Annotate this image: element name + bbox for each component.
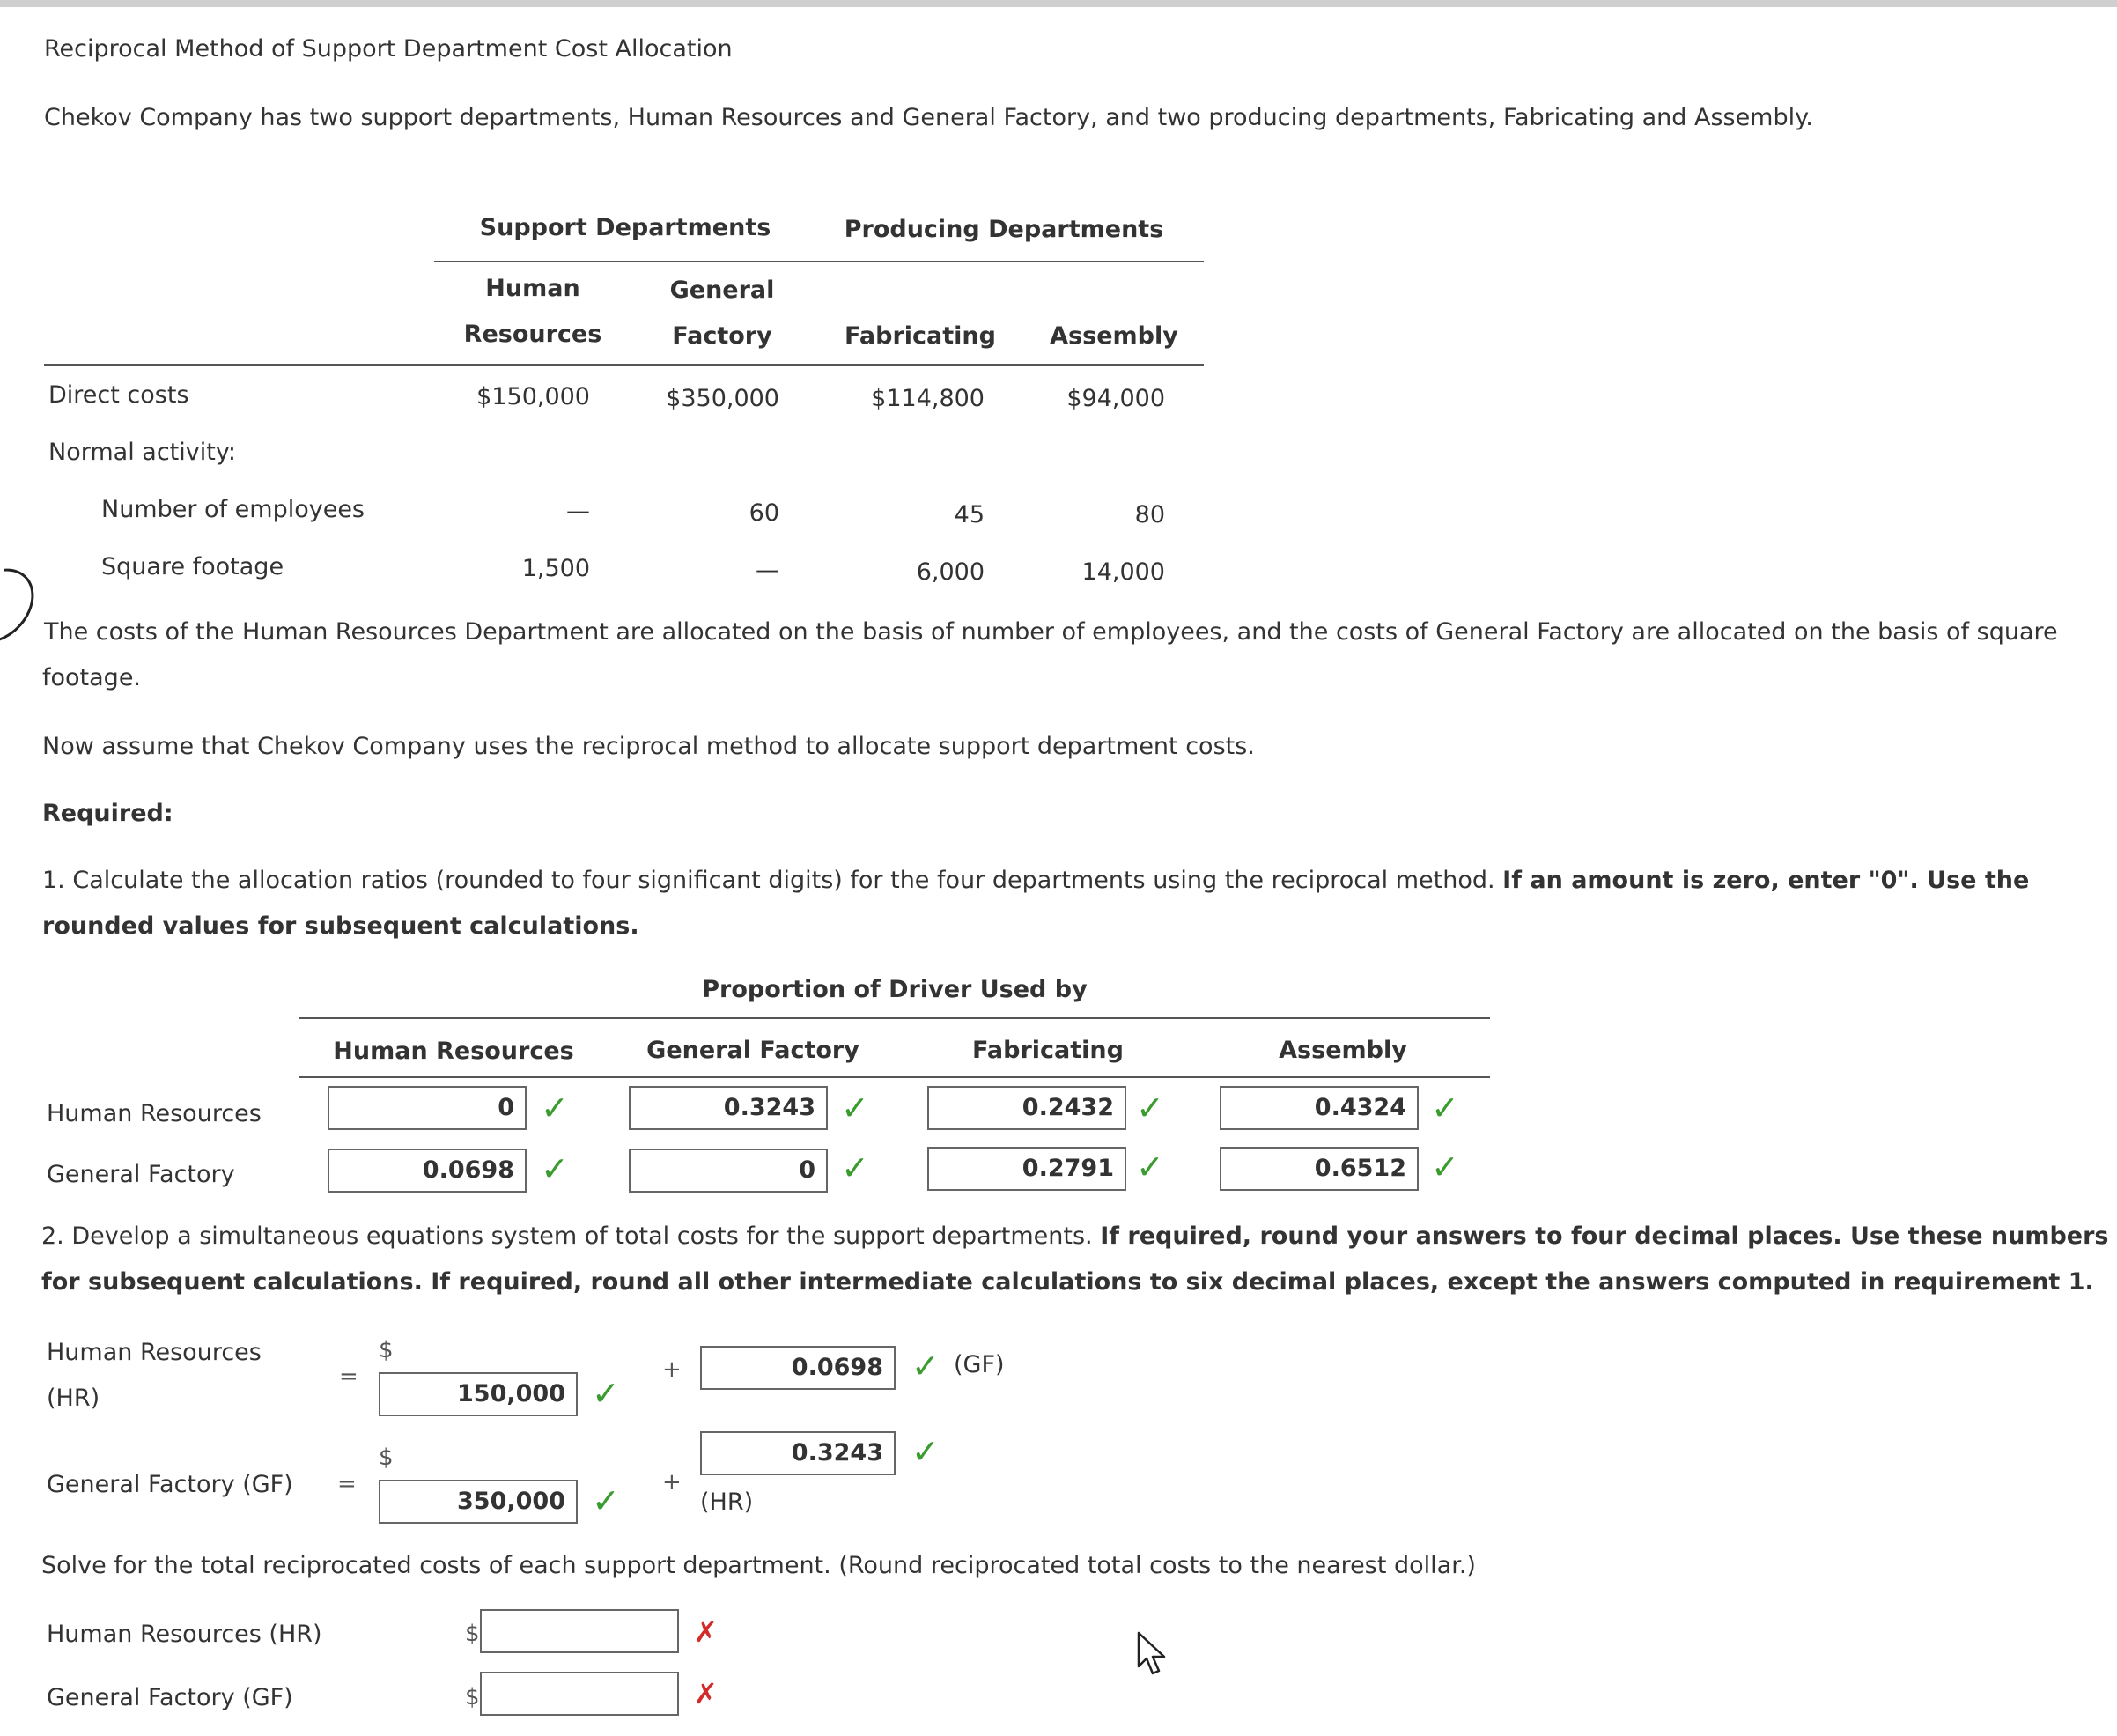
sqft-fab: 6,000	[916, 558, 985, 586]
req2-text-bold: If required, round your answers to four decimal places. Use these numbers	[1100, 1223, 2109, 1250]
eq-gf-dollar: $	[379, 1444, 394, 1471]
req2-text-line2: for subsequent calculations. If required, round all other intermediate calculations to six decimal places, except the answers computed in requirement 1.	[41, 1268, 2094, 1296]
ratio-gf-fab-input[interactable]: 0.2791	[927, 1147, 1126, 1191]
check-icon: ✓	[1136, 1148, 1164, 1186]
ratio-hr-hr-input[interactable]: 0	[328, 1086, 527, 1130]
req1-text-bold: If an amount is zero, enter "0". Use the	[1502, 867, 2030, 894]
check-icon: ✓	[541, 1149, 569, 1188]
basis-text-line1: The costs of the Human Resources Department are allocated on the basis of number of employees, and the costs of General Factory are allocated on the basis of square	[44, 618, 2058, 646]
col-hr-line1: Human	[485, 275, 580, 302]
req1-text-normal: 1. Calculate the allocation ratios (rounded to four significant digits) for the four departments using the reciprocal method.	[42, 867, 1495, 894]
eq-hr-coefficient-input[interactable]: 0.0698	[700, 1346, 896, 1390]
decorative-arc	[0, 554, 48, 659]
group-header-rule	[434, 261, 1204, 262]
employees-gf: 60	[749, 499, 779, 527]
req1-text-line1	[42, 867, 2029, 894]
direct-costs-hr: $150,000	[476, 383, 590, 410]
req1-text-line2: rounded values for subsequent calculations.	[42, 912, 639, 940]
eq-hr-label-line2: (HR)	[47, 1385, 100, 1412]
mouse-pointer-icon	[1136, 1631, 1171, 1677]
solve-gf-input[interactable]	[480, 1672, 679, 1716]
employees-fab: 45	[954, 501, 985, 528]
check-icon: ✓	[541, 1089, 569, 1127]
eq-hr-label-line1: Human Resources	[47, 1339, 262, 1366]
check-icon: ✓	[592, 1374, 620, 1413]
employees-hr: —	[566, 498, 590, 525]
check-icon: ✓	[1136, 1089, 1164, 1127]
col-hr-line2: Resources	[463, 321, 602, 348]
eq-gf-equals: =	[337, 1471, 357, 1497]
solve-hr-label: Human Resources (HR)	[47, 1621, 322, 1648]
solve-hr-input[interactable]	[480, 1609, 679, 1653]
direct-costs-fab: $114,800	[871, 385, 985, 412]
check-icon: ✓	[911, 1347, 940, 1385]
eq-hr-variable: (GF)	[954, 1351, 1005, 1378]
group-header-producing: Producing Departments	[844, 216, 1164, 243]
ratio-hr-gf-input[interactable]: 0.3243	[629, 1086, 828, 1130]
basis-text-line2: footage.	[42, 664, 142, 691]
x-icon: ✗	[694, 1677, 718, 1710]
eq-hr-plus: +	[662, 1356, 682, 1383]
eq-gf-plus: +	[662, 1469, 682, 1496]
check-icon: ✓	[841, 1089, 869, 1127]
ratio-col-rule	[299, 1076, 1490, 1078]
ratio-col-fab: Fabricating	[972, 1037, 1124, 1064]
col-gf-line2: Factory	[672, 322, 772, 350]
sqft-hr: 1,500	[521, 555, 590, 582]
assume-text: Now assume that Chekov Company uses the reciprocal method to allocate support department costs.	[42, 733, 1255, 760]
direct-costs-asm: $94,000	[1066, 385, 1165, 412]
check-icon: ✓	[841, 1149, 869, 1187]
ratio-gf-gf-input[interactable]: 0	[629, 1149, 828, 1193]
ratio-col-gf: General Factory	[646, 1037, 859, 1064]
ratio-col-asm: Assembly	[1279, 1037, 1407, 1064]
solve-text-paren: (Round reciprocated total costs to the nearest dollar.)	[838, 1552, 1476, 1579]
eq-gf-constant-input[interactable]: 350,000	[379, 1480, 578, 1524]
direct-costs-gf: $350,000	[666, 385, 779, 412]
col-fabricating: Fabricating	[845, 322, 996, 350]
solve-text	[41, 1552, 1476, 1579]
solve-gf-dollar: $	[465, 1684, 480, 1710]
eq-hr-equals: =	[339, 1363, 358, 1390]
x-icon: ✗	[694, 1615, 718, 1649]
group-header-support: Support Departments	[479, 214, 771, 241]
solve-text-normal: Solve for the total reciprocated costs of each support department.	[41, 1552, 831, 1579]
check-icon: ✓	[1431, 1148, 1459, 1186]
eq-gf-variable: (HR)	[700, 1489, 754, 1516]
eq-hr-constant-input[interactable]: 150,000	[379, 1372, 578, 1416]
eq-gf-label: General Factory (GF)	[47, 1471, 293, 1498]
ratio-row-label-hr: Human Resources	[47, 1100, 262, 1127]
normal-activity-label: Normal activity:	[48, 439, 236, 466]
check-icon: ✓	[911, 1432, 940, 1471]
solve-hr-dollar: $	[465, 1621, 480, 1647]
ratio-gf-hr-input[interactable]: 0.0698	[328, 1149, 527, 1193]
direct-costs-label: Direct costs	[48, 381, 189, 409]
ratio-table-header: Proportion of Driver Used by	[702, 976, 1088, 1003]
col-gf-line1: General	[669, 277, 775, 304]
ratio-row-label-gf: General Factory	[47, 1161, 235, 1188]
check-icon: ✓	[592, 1481, 620, 1520]
req2-text-normal: 2. Develop a simultaneous equations system of total costs for the support departments.	[41, 1223, 1093, 1250]
ratio-hr-asm-input[interactable]: 0.4324	[1220, 1086, 1419, 1130]
ratio-col-hr: Human Resources	[333, 1038, 574, 1065]
sqft-gf: —	[756, 557, 779, 584]
ratio-hr-fab-input[interactable]: 0.2432	[927, 1086, 1126, 1130]
sqft-asm: 14,000	[1081, 558, 1165, 586]
page-title: Reciprocal Method of Support Department Cost Allocation	[44, 35, 733, 63]
window-top-bar	[0, 0, 2117, 7]
employees-asm: 80	[1134, 501, 1165, 528]
eq-gf-coefficient-input[interactable]: 0.3243	[700, 1431, 896, 1475]
req2-text-line1	[41, 1223, 2109, 1250]
employees-label: Number of employees	[101, 496, 365, 523]
ratio-gf-asm-input[interactable]: 0.6512	[1220, 1147, 1419, 1191]
col-assembly: Assembly	[1050, 322, 1178, 350]
intro-text: Chekov Company has two support departments, Human Resources and General Factory, and two producing departments, Fabricating and Assembly.	[44, 104, 1813, 131]
column-header-rule	[44, 364, 1204, 366]
ratio-header-rule	[299, 1017, 1490, 1019]
sqft-label: Square footage	[101, 553, 284, 580]
solve-gf-label: General Factory (GF)	[47, 1684, 293, 1711]
eq-hr-dollar: $	[379, 1337, 394, 1363]
check-icon: ✓	[1431, 1089, 1459, 1127]
required-label: Required:	[42, 800, 173, 827]
